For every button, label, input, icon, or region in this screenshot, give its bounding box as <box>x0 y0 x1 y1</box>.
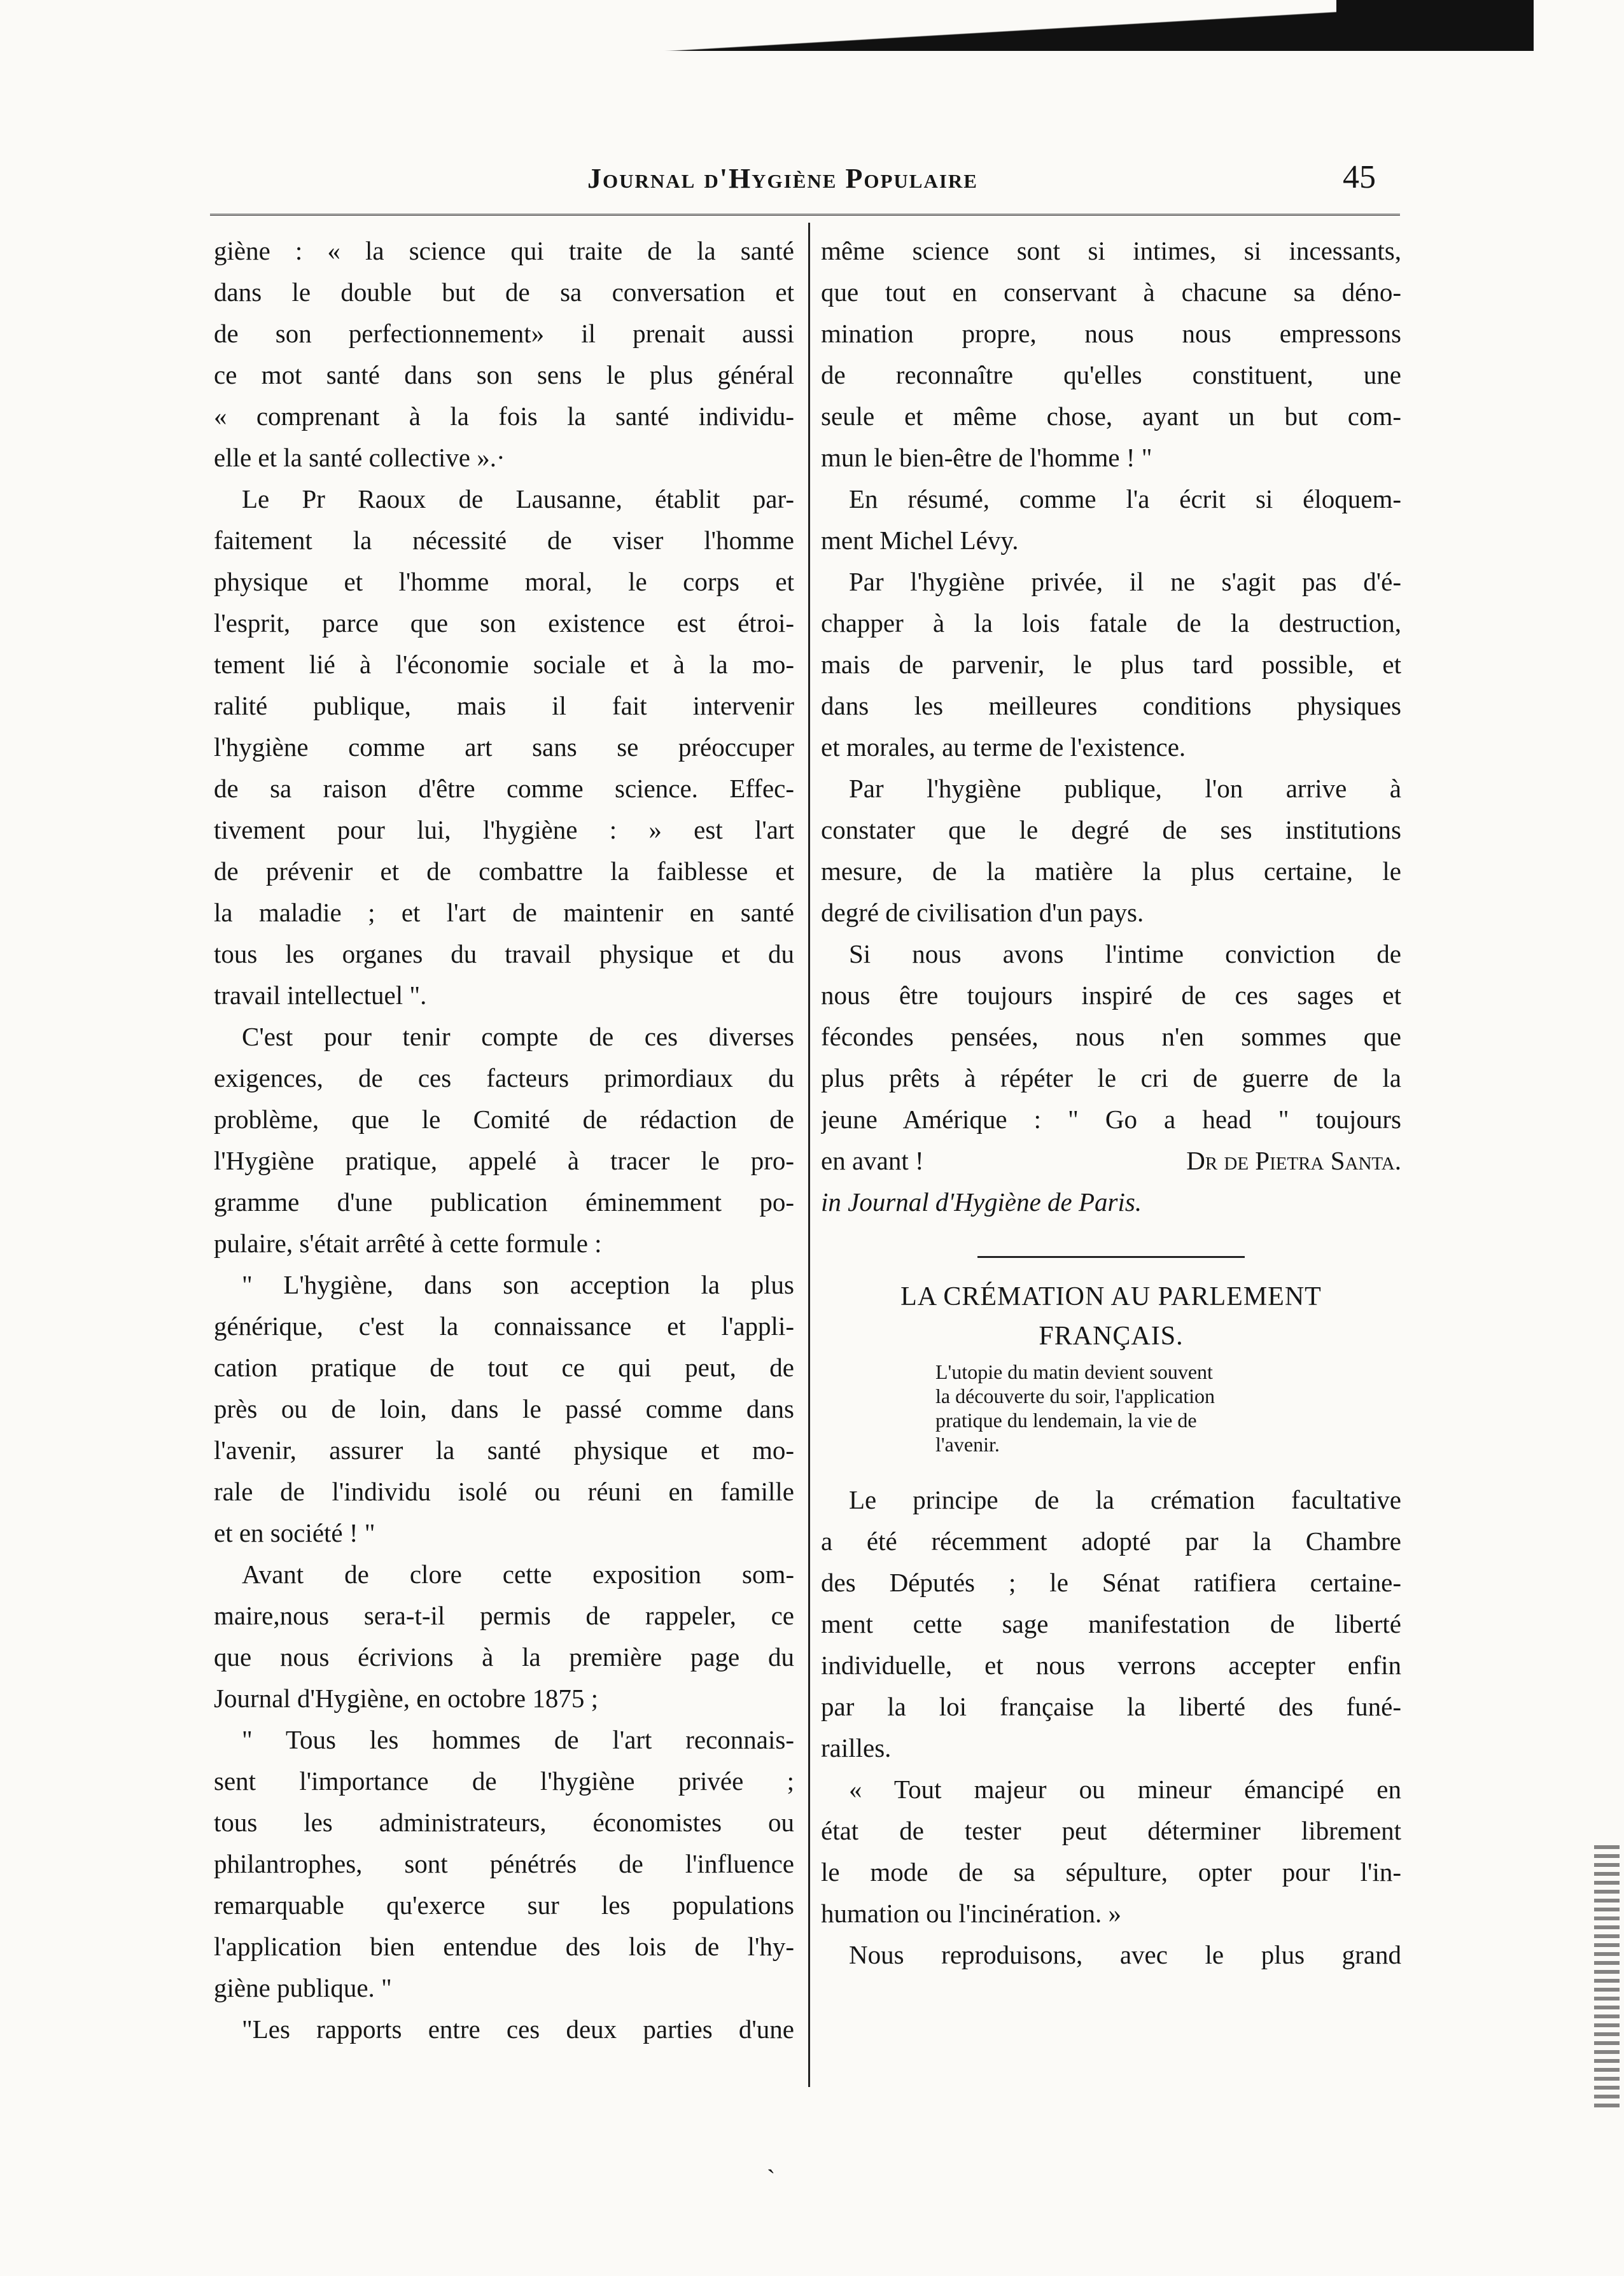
text-line: remarquable qu'exerce sur les populations <box>214 1890 794 1920</box>
epigraph-line: l'avenir. <box>935 1433 1000 1456</box>
text-line: gramme d'une publication éminemment po- <box>214 1187 794 1217</box>
text-line: la maladie ; et l'art de maintenir en santé <box>214 898 794 927</box>
text-line: et morales, au terme de l'existence. <box>821 732 1186 762</box>
text-line: de sa raison d'être comme science. Effec- <box>214 774 794 803</box>
text-line: fécondes pensées, nous n'en sommes que <box>821 1022 1401 1051</box>
right-column-text-bottom <box>821 1479 1401 1976</box>
text-line: mun le bien-être de l'homme ! " <box>821 443 1152 472</box>
text-line: nous être toujours inspiré de ces sages et <box>821 981 1401 1010</box>
text-line: physique et l'homme moral, le corps et <box>214 567 794 596</box>
epigraph-line: pratique du lendemain, la vie de <box>935 1409 1197 1432</box>
text-line: Journal d'Hygiène, en octobre 1875 ; <box>214 1684 599 1713</box>
text-line: mais de parvenir, le plus tard possible, et <box>821 650 1401 679</box>
text-line: générique, c'est la connaissance et l'appli- <box>214 1311 794 1341</box>
text-line: chapper à la lois fatale de la destruction, <box>821 608 1401 638</box>
column-rule <box>808 223 810 2087</box>
page-number: 45 <box>1343 159 1376 195</box>
text-line: individuelle, et nous verrons accepter enfin <box>821 1651 1401 1680</box>
text-line: degré de civilisation d'un pays. <box>821 898 1144 927</box>
top-edge-bar <box>1336 0 1534 51</box>
text-line: près ou de loin, dans le passé comme dans <box>214 1394 794 1423</box>
text-line: jeune Amérique : " Go a head " toujours <box>821 1105 1401 1134</box>
signature-lead: en avant ! <box>821 1146 924 1175</box>
text-line: problème, que le Comité de rédaction de <box>214 1105 794 1134</box>
text-line: ce mot santé dans son sens le plus général <box>214 360 794 389</box>
text-line: Le Pr Raoux de Lausanne, établit par- <box>242 484 794 513</box>
text-line: giène : « la science qui traite de la santé <box>214 236 794 265</box>
text-line: de prévenir et de combattre la faiblesse et <box>214 856 794 886</box>
text-line: sent l'importance de l'hygiène privée ; <box>214 1766 794 1796</box>
right-column-text-top <box>821 230 1401 1140</box>
left-column <box>214 230 794 2050</box>
text-line: ment cette sage manifestation de liberté <box>821 1609 1401 1638</box>
text-line: et en société ! " <box>214 1518 375 1547</box>
signature-source: in Journal d'Hygiène de Paris. <box>821 1187 1142 1217</box>
page-edge-artifact <box>1594 1845 1620 2112</box>
text-line: railles. <box>821 1733 892 1763</box>
text-line: rale de l'individu isolé ou réuni en famille <box>214 1477 794 1506</box>
text-line: ralité publique, mais il fait intervenir <box>214 691 794 720</box>
section-heading-line-2: FRANÇAIS. <box>1039 1322 1184 1351</box>
text-line: l'application bien entendue des lois de l'hy- <box>214 1932 794 1961</box>
text-line: tement lié à l'économie sociale et à la mo- <box>214 650 794 679</box>
text-line: Par l'hygiène publique, l'on arrive à <box>849 774 1401 803</box>
text-line: ment Michel Lévy. <box>821 526 1019 555</box>
right-column <box>821 230 1401 1976</box>
text-line: même science sont si intimes, si incessants, <box>821 236 1401 265</box>
epigraph-line: la découverte du soir, l'application <box>935 1385 1215 1407</box>
text-line: pulaire, s'était arrêté à cette formule : <box>214 1229 602 1258</box>
text-line: faitement la nécessité de viser l'homme <box>214 526 794 555</box>
text-line: état de tester peut déterminer librement <box>821 1816 1401 1845</box>
section-epigraph <box>935 1360 1344 1456</box>
text-line: mination propre, nous nous empressons <box>821 319 1401 348</box>
text-line: l'avenir, assurer la santé physique et mo- <box>214 1435 794 1465</box>
text-line: plus prêts à répéter le cri de guerre de la <box>821 1063 1401 1093</box>
text-line: philantrophes, sont pénétrés de l'influence <box>214 1849 794 1878</box>
text-line: travail intellectuel ". <box>214 981 427 1010</box>
text-line: cation pratique de tout ce qui peut, de <box>214 1353 794 1382</box>
text-line: « Tout majeur ou mineur émancipé en <box>849 1775 1401 1804</box>
text-line: tous les organes du travail physique et du <box>214 939 794 968</box>
text-line: par la loi française la liberté des funé- <box>821 1692 1401 1721</box>
text-line: Si nous avons l'intime conviction de <box>849 939 1401 968</box>
text-line: tivement pour lui, l'hygiène : » est l'art <box>214 815 794 844</box>
text-line: Par l'hygiène privée, il ne s'agit pas d'é- <box>849 567 1401 596</box>
text-line: l'hygiène comme art sans se préoccuper <box>214 732 794 762</box>
text-line: " Tous les hommes de l'art reconnais- <box>242 1725 794 1754</box>
section-heading-line-1: LA CRÉMATION AU PARLEMENT <box>900 1282 1322 1311</box>
text-line: dans le double but de sa conversation et <box>214 277 794 307</box>
running-header <box>0 159 1624 200</box>
text-line: " L'hygiène, dans son acception la plus <box>242 1270 794 1299</box>
epigraph-line: L'utopie du matin devient souvent <box>935 1360 1213 1383</box>
text-line: C'est pour tenir compte de ces diverses <box>242 1022 794 1051</box>
signature-line <box>821 1140 1401 1182</box>
text-line: « comprenant à la fois la santé individu- <box>214 401 794 431</box>
text-line: En résumé, comme l'a écrit si éloquem- <box>849 484 1401 513</box>
text-line: de reconnaître qu'elles constituent, une <box>821 360 1401 389</box>
text-line: l'Hygiène pratique, appelé à tracer le pro- <box>214 1146 794 1175</box>
text-line: le mode de sa sépulture, opter pour l'in- <box>821 1857 1401 1887</box>
text-line: de son perfectionnement» il prenait aussi <box>214 319 794 348</box>
header-rule <box>210 214 1400 216</box>
text-line: des Députés ; le Sénat ratifiera certaine- <box>821 1568 1401 1597</box>
text-line: Nous reproduisons, avec le plus grand <box>849 1940 1401 1969</box>
text-line: Le principe de la crémation facultative <box>849 1485 1401 1514</box>
text-line: que tout en conservant à chacune sa déno- <box>821 277 1401 307</box>
text-line: Avant de clore cette exposition som- <box>242 1560 794 1589</box>
section-separator <box>977 1256 1245 1258</box>
text-line: humation ou l'incinération. » <box>821 1899 1121 1928</box>
text-line: maire,nous sera-t-il permis de rappeler, ce <box>214 1601 794 1630</box>
text-line: que nous écrivions à la première page du <box>214 1642 794 1672</box>
text-line: l'esprit, parce que son existence est étroi- <box>214 608 794 638</box>
footer-mark: ˎ <box>767 2145 776 2174</box>
text-line: elle et la santé collective ».· <box>214 443 505 472</box>
text-line: tous les administrateurs, économistes ou <box>214 1808 794 1837</box>
signature-author: Dr de Pietra Santa. <box>1186 1146 1401 1175</box>
journal-title: Journal d'Hygiène Populaire <box>587 163 978 194</box>
text-line: dans les meilleures conditions physiques <box>821 691 1401 720</box>
text-line: "Les rapports entre ces deux parties d'une <box>242 2014 794 2044</box>
text-line: constater que le degré de ses institutions <box>821 815 1401 844</box>
text-line: exigences, de ces facteurs primordiaux du <box>214 1063 794 1093</box>
text-line: giène publique. " <box>214 1973 392 2002</box>
text-line: seule et même chose, ayant un but com- <box>821 401 1401 431</box>
text-line: a été récemment adopté par la Chambre <box>821 1526 1401 1556</box>
text-line: mesure, de la matière la plus certaine, le <box>821 856 1401 886</box>
